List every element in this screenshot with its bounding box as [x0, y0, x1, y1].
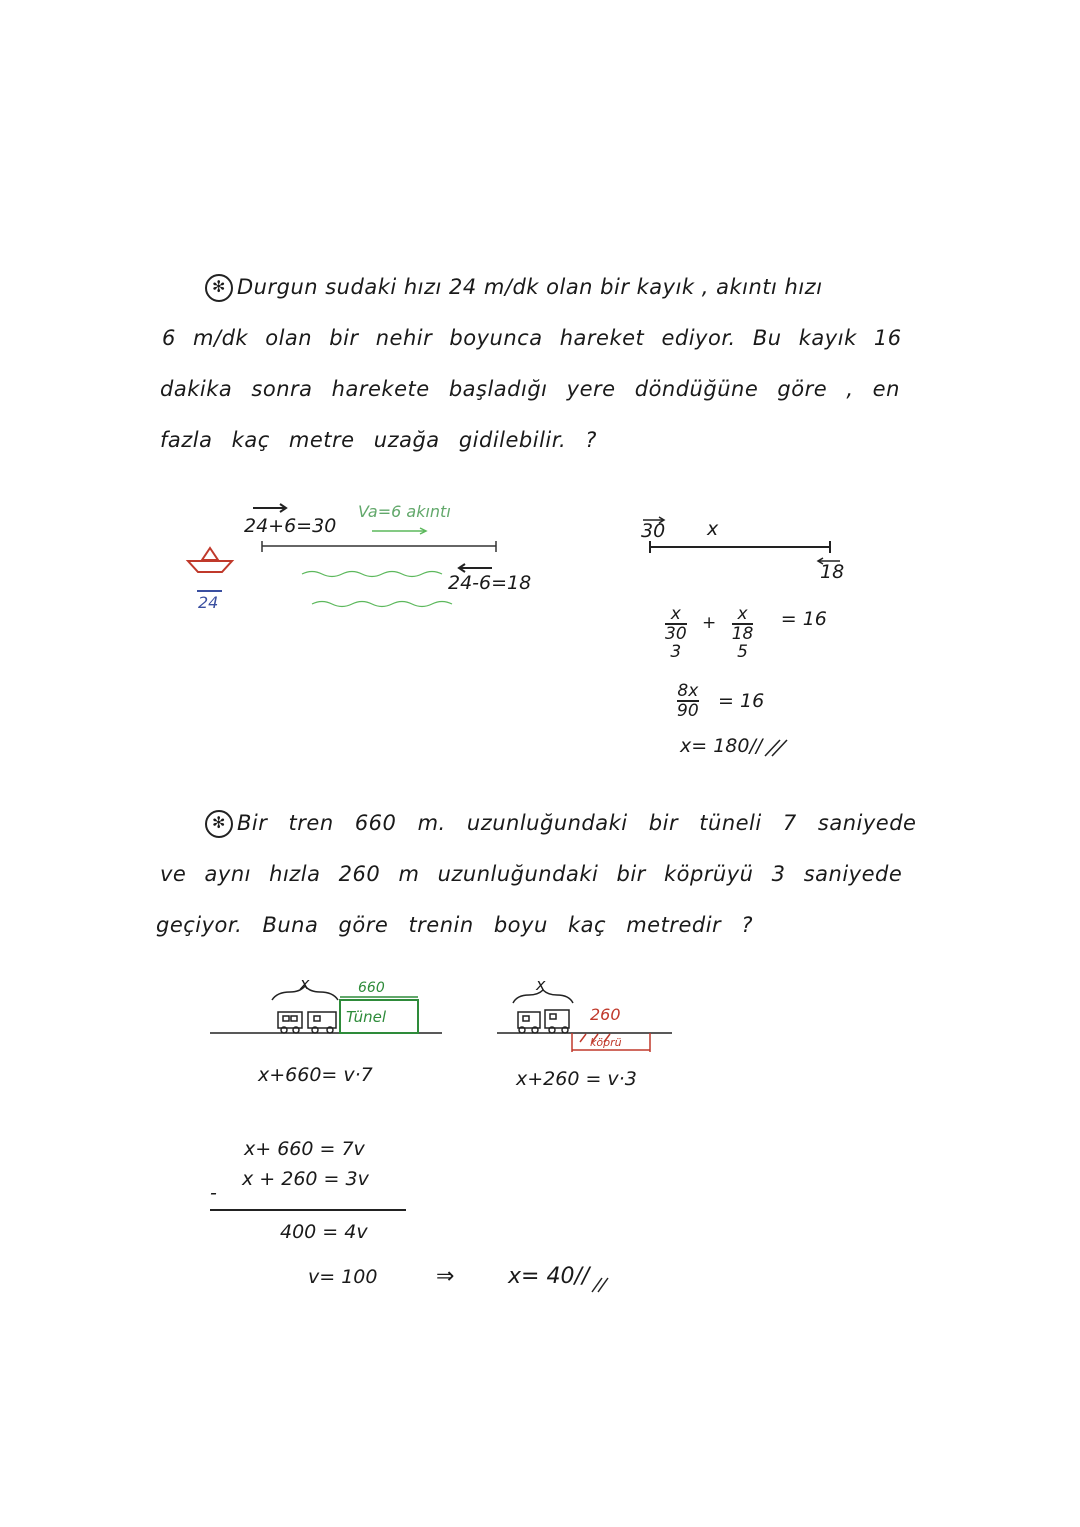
- asterisk-icon: ✻: [205, 274, 233, 302]
- bridge-name-label: köprü: [590, 1036, 622, 1049]
- equation-1: x 30 3 + x 18 5 = 16: [665, 604, 827, 662]
- tunnel-equation: x+660= v·7: [258, 1064, 373, 1086]
- result-2: x= 40//: [508, 1264, 590, 1289]
- problem2-line1: ✻ Bir tren 660 m. uzunluğundaki bir tüneli 7 saniyede: [205, 810, 916, 838]
- problem1-line1: ✻ Durgun sudaki hızı 24 m/dk olan bir kayık , akıntı hızı: [205, 274, 823, 302]
- boat-speed-label: 24: [198, 593, 219, 612]
- problem2-line3: geçiyor. Buna göre trenin boyu kaç metredir ?: [156, 913, 753, 937]
- result-1: x= 180//: [680, 735, 763, 757]
- fraction-x-18: x 18 5: [731, 604, 754, 662]
- implies-arrow-icon: ⇒: [436, 1264, 455, 1289]
- problem2-line2: ve aynı hızla 260 m uzunluğundaki bir köprüyü 3 saniyede: [160, 862, 903, 886]
- tunnel-length-label: 660: [358, 980, 385, 996]
- downstream-label: 24+6=30: [244, 515, 337, 537]
- left-speed-label: 30: [641, 520, 666, 542]
- system-row-1: x+ 660 = 7v: [244, 1138, 365, 1160]
- system-row-4: v= 100: [308, 1266, 378, 1288]
- bridge-length-label: 260: [590, 1005, 621, 1024]
- system-row-2: x + 260 = 3v: [242, 1168, 369, 1190]
- minus-sign: -: [210, 1182, 217, 1204]
- upstream-label: 24-6=18: [448, 572, 532, 594]
- train-length-x-right: x: [536, 975, 546, 994]
- train-length-x-left: x: [300, 974, 310, 993]
- problem1-line3: dakika sonra harekete başladığı yere döndüğüne göre , en: [160, 377, 900, 401]
- problem1-line2: 6 m/dk olan bir nehir boyunca hareket ediyor. Bu kayık 16: [162, 326, 902, 350]
- fraction-x-30: x 30 3: [665, 604, 687, 662]
- train-icon: [278, 1012, 336, 1033]
- distance-x-label: x: [707, 518, 719, 540]
- train-icon: [518, 1010, 569, 1033]
- equation-2: $\frac{8x}{90}$ = 16: [677, 681, 765, 721]
- current-label: Va=6 akıntı: [358, 502, 451, 521]
- problem1-line4: fazla kaç metre uzağa gidilebilir. ?: [160, 428, 597, 452]
- asterisk-icon: ✻: [205, 810, 233, 838]
- tunnel-name-label: Tünel: [346, 1008, 387, 1026]
- right-speed-label: 18: [820, 561, 845, 583]
- bridge-equation: x+260 = v·3: [516, 1068, 637, 1090]
- system-row-3: 400 = 4v: [280, 1221, 368, 1243]
